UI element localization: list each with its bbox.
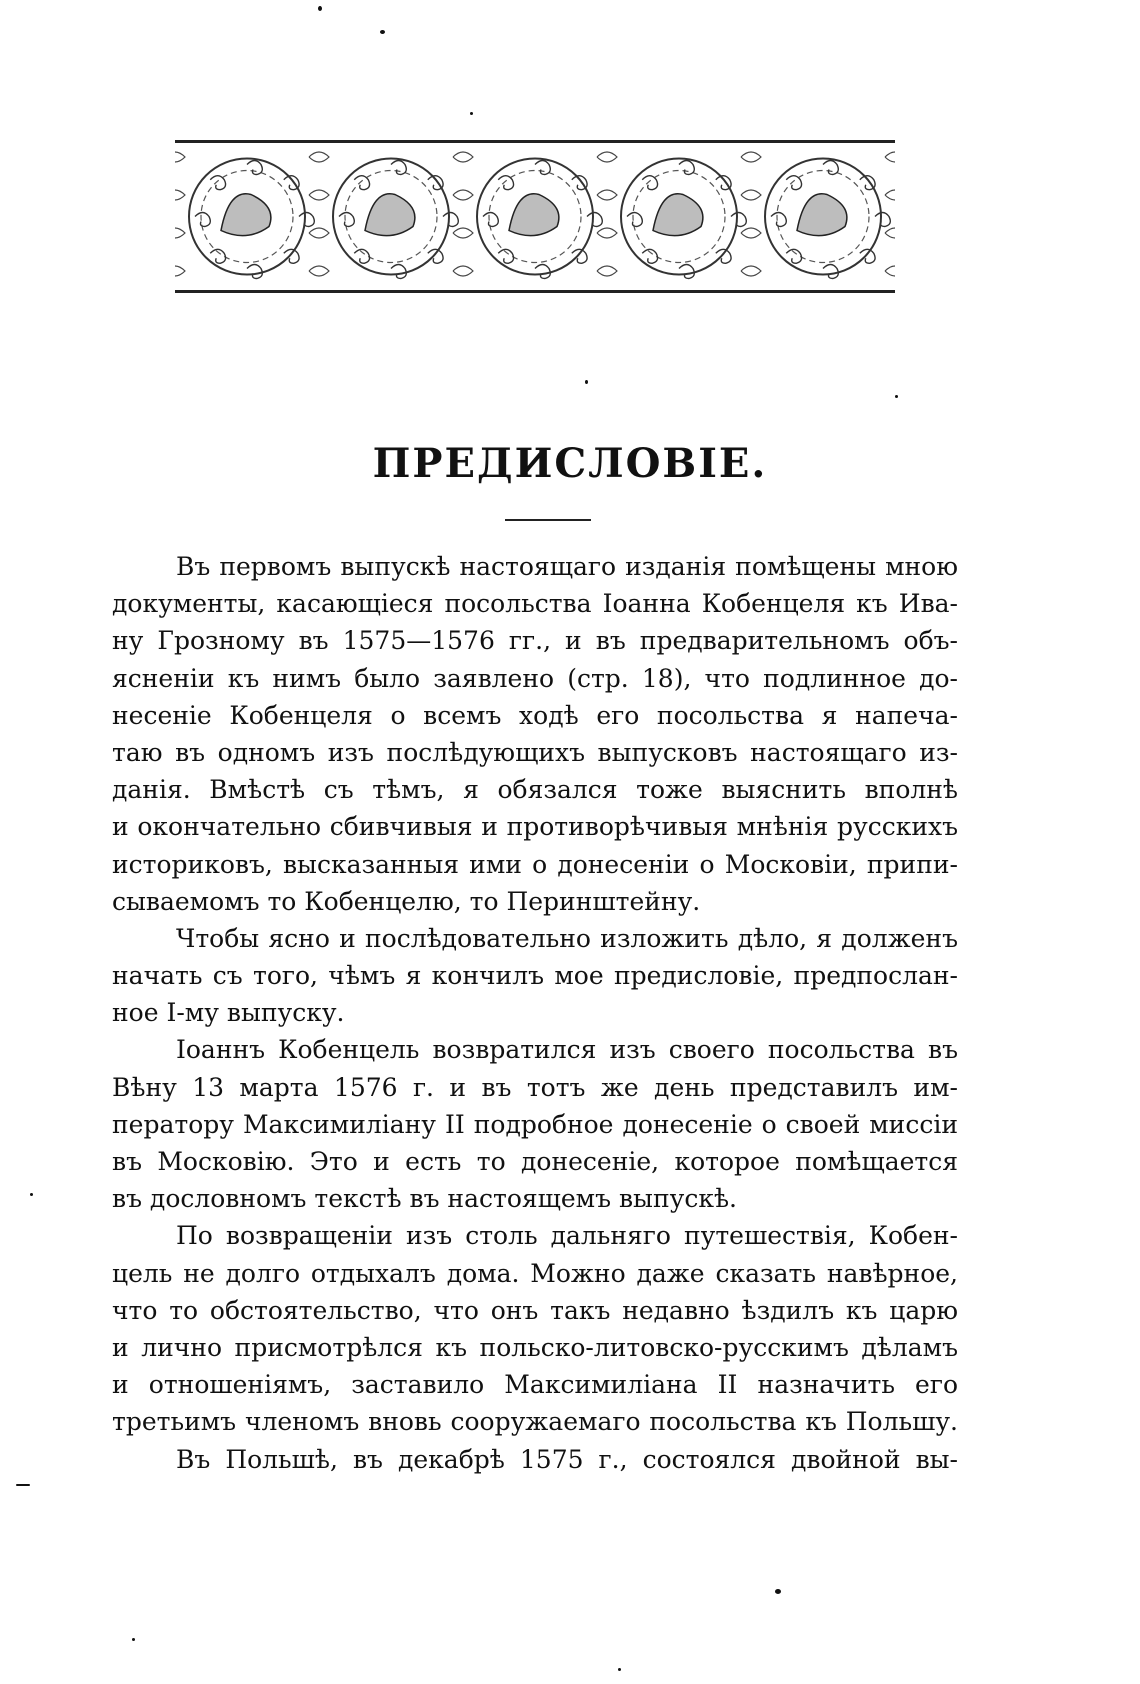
ornament-medallion — [189, 159, 314, 279]
ornament-filler — [175, 152, 185, 162]
ornament-filler — [741, 152, 761, 162]
scan-speck — [132, 1638, 135, 1641]
scan-speck — [470, 112, 473, 115]
text-line: историковъ, высказанныя ими о донесеніи о Московіи, припи- — [112, 849, 958, 879]
ornament-filler — [597, 152, 617, 162]
ornament-filler — [309, 228, 329, 238]
ornament-filler — [309, 266, 329, 276]
text-line: ну Грозному въ 1575—1576 гг., и въ предварительномъ объ- — [112, 626, 958, 656]
scan-speck — [585, 380, 588, 384]
text-line: и окончательно сбивчивыя и противорѣчивыя мнѣнія русскихъ — [112, 812, 958, 842]
scan-speck — [775, 1589, 781, 1594]
ornament-medallion — [477, 159, 602, 279]
ornament-filler — [885, 190, 895, 200]
ornament-filler — [885, 228, 895, 238]
text-line: и отношеніямъ, заставило Максимиліана II назначить его — [112, 1370, 958, 1400]
text-line: что то обстоятельство, что онъ такъ недавно ѣздилъ къ царю — [112, 1295, 958, 1325]
text-line: документы, касающіеся посольства Іоанна Кобенцеля къ Ива- — [112, 589, 958, 619]
text-line: въ дословномъ текстѣ въ настоящемъ выпускѣ. — [112, 1184, 737, 1214]
text-line: Вѣну 13 марта 1576 г. и въ тотъ же день представилъ им- — [112, 1072, 958, 1102]
text-line: ператору Максимиліану II подробное донесеніе о своей миссіи — [112, 1109, 958, 1139]
text-line: третьимъ членомъ вновь сооружаемаго посольства къ Польшу. — [112, 1407, 958, 1437]
ornament-filler — [597, 190, 617, 200]
text-line: данія. Вмѣстѣ съ тѣмъ, я обязался тоже выяснить вполнѣ — [112, 775, 958, 805]
text-line: ясненіи къ нимъ было заявлено (стр. 18), что подлинное до- — [112, 663, 958, 693]
text-line: сываемомъ то Кобенцелю, то Перинштейну. — [112, 886, 701, 916]
text-line: цель не долго отдыхалъ дома. Можно даже сказать навѣрное, — [112, 1258, 958, 1288]
text-line: въ Московію. Это и есть то донесеніе, которое помѣщается — [112, 1147, 958, 1176]
floral-ornament-graphic — [175, 143, 895, 290]
ornament-filler — [309, 152, 329, 162]
body-text — [112, 548, 958, 1478]
scan-speck — [318, 6, 322, 11]
text-line: несеніе Кобенцеля о всемъ ходѣ его посольства я напеча- — [112, 700, 958, 730]
text-line: таю въ одномъ изъ послѣдующихъ выпусковъ настоящаго из- — [112, 737, 958, 767]
ornament-filler — [175, 228, 185, 238]
text-line: По возвращеніи изъ столь дальняго путешествія, Кобен- — [176, 1221, 958, 1251]
ornament-filler — [885, 152, 895, 162]
text-line: Чтобы ясно и послѣдовательно изложить дѣло, я долженъ — [176, 923, 958, 953]
ornament-filler — [597, 266, 617, 276]
ornament-medallion — [765, 159, 890, 279]
text-line: Въ первомъ выпускѣ настоящаго изданія помѣщены мною — [176, 552, 958, 581]
text-line: ное I-му выпуску. — [112, 998, 345, 1028]
text-line: Въ Польшѣ, въ декабрѣ 1575 г., состоялся двойной вы- — [176, 1444, 958, 1474]
ornament-medallion — [333, 159, 458, 279]
ornament-filler — [741, 266, 761, 276]
ornament-filler — [309, 190, 329, 200]
ornament-filler — [175, 190, 185, 200]
scan-speck — [895, 395, 898, 398]
title-rule — [505, 519, 591, 521]
text-line: Іоаннъ Кобенцель возвратился изъ своего посольства въ — [176, 1035, 958, 1065]
text-line: начать съ того, чѣмъ я кончилъ мое предисловіе, предпослан- — [112, 961, 958, 991]
scan-speck — [618, 1668, 621, 1671]
ornament-filler — [453, 266, 473, 276]
ornament-filler — [175, 266, 185, 276]
ornament-filler — [597, 228, 617, 238]
scan-speck — [380, 30, 385, 34]
ornament-filler — [453, 228, 473, 238]
decorative-headpiece — [175, 140, 895, 293]
ornament-filler — [741, 190, 761, 200]
ornament-filler — [453, 152, 473, 162]
ornament-filler — [885, 266, 895, 276]
scan-speck — [30, 1193, 33, 1196]
text-line: и лично присмотрѣлся къ польско-литовско-русскимъ дѣламъ — [112, 1332, 958, 1362]
scan-speck — [16, 1484, 30, 1486]
page-title: ПРЕДИСЛОВІЕ. — [372, 440, 768, 487]
ornament-medallion — [621, 159, 746, 279]
ornament-filler — [453, 190, 473, 200]
ornament-filler — [741, 228, 761, 238]
